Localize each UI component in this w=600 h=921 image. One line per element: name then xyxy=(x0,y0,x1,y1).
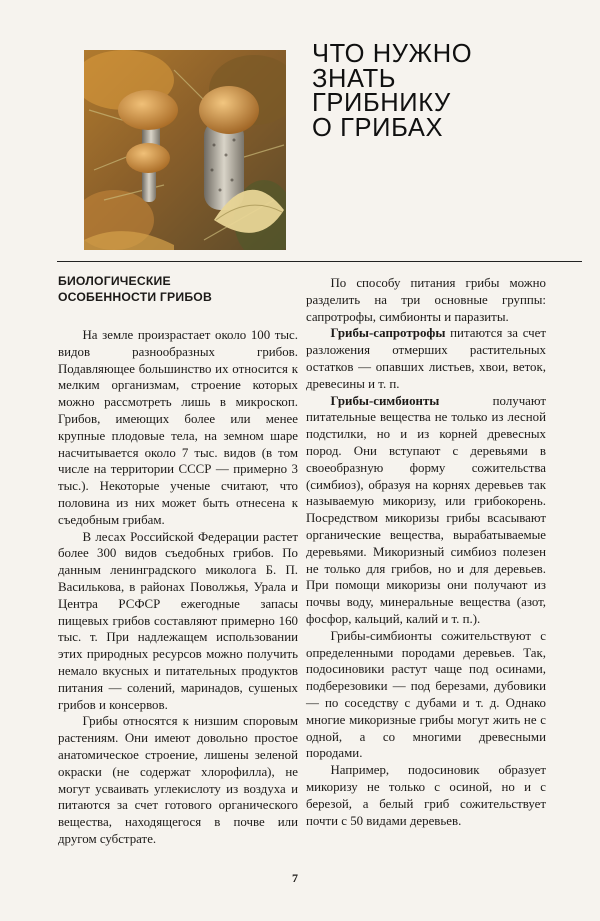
title-line: ГРИБНИКУ xyxy=(312,89,451,117)
title-line: ЗНАТЬ xyxy=(312,64,397,93)
page-title xyxy=(312,42,582,140)
section-heading-line: ОСОБЕННОСТИ ГРИБОВ xyxy=(58,289,212,304)
mushroom-photo xyxy=(84,50,286,250)
paragraph: Грибы-симбионты сожительствуют с определенными породами деревьев. Так, подосиновики растут чаще под осинами, подберезовики — под березами, дубовики — по соседству с дубами и т. д. Однако многие микоризные грибы могут жить не с одной, а со многими древесными породами. xyxy=(306,628,546,761)
paragraph-text: получают питательные вещества не только из лесной подстилки, но и из корней древесных пород. Они вступают с деревьями в своеобразную форму сожительства (симбиоз), образуя на корнях деревьев так называемую микоризу, или грибокорень. Посредством микоризы грибы всасывают органические вещества, вырабатываемые деревьями. Микоризный симбиоз полезен не только для грибов, но и для деревьев. При помощи микоризы они получают из почвы воду, минеральные вещества (азот, фосфор, кальций, калий и т. п.). xyxy=(306,393,546,626)
paragraph: В лесах Российской Федерации растет более 300 видов съедобных грибов. По данным ленинградского миколога Б. П. Василькова, в районах Поволжья, Урала и Центра РСФСР ежегодные запасы пищевых грибов составляют примерно 160 тыс. т. При надлежащем использовании этих природных ресурсов можно получить немало вкусных и питательных продуктов питания — солений, маринадов, сушеных грибов и консервов. xyxy=(58,529,298,712)
section-heading-line: БИОЛОГИЧЕСКИЕ xyxy=(58,274,171,288)
term-saprotrophs: Грибы-сапротрофы xyxy=(330,326,446,341)
term-symbionts: Грибы-симбионты xyxy=(330,393,440,408)
title-line: О ГРИБАХ xyxy=(312,113,444,142)
paragraph-text: питаются за счет разложения отмерших растительных остатков — опавших листьев, хвои, веток, древесины и т. п. xyxy=(306,326,546,391)
paragraph: Грибы относятся к низшим споровым растениям. Они имеют довольно простое анатомическое строение, лишены зеленой окраски (не содержат хлорофилла), не могут усваивать углекислоту из воздуха и питаются за счет готового органического вещества, находящегося в почве или другом субстрате. xyxy=(58,714,298,846)
right-column xyxy=(306,275,546,829)
paragraph xyxy=(306,393,546,628)
left-column xyxy=(58,274,298,848)
horizontal-divider xyxy=(57,261,582,262)
title-line: ЧТО НУЖНО xyxy=(312,40,473,68)
paragraph: По способу питания грибы можно разделить на три основные группы: сапротрофы, симбионты и паразиты. xyxy=(306,276,546,324)
paragraph: Например, подосиновик образует микоризу не только с осиной, но и с березой, а белый гриб сожительствует почти с 50 видами деревьев. xyxy=(306,763,546,828)
section-heading xyxy=(58,274,298,305)
paragraph xyxy=(306,325,546,392)
page-number: 7 xyxy=(292,871,298,885)
paragraph: На земле произрастает около 100 тыс. видов разнообразных грибов. Подавляющее большинство их относится к мелким организмам, строение которых можно рассмотреть лишь в микроскоп. Грибов, имеющих более или менее крупные плодовые тела, на земном шаре насчитывается около 7 тыс. видов (в том числе на территории СССР — примерно 3 тыс.). Некоторые ученые считают, что половина из них может быть отнесена к съедобным грибам. xyxy=(58,328,298,527)
